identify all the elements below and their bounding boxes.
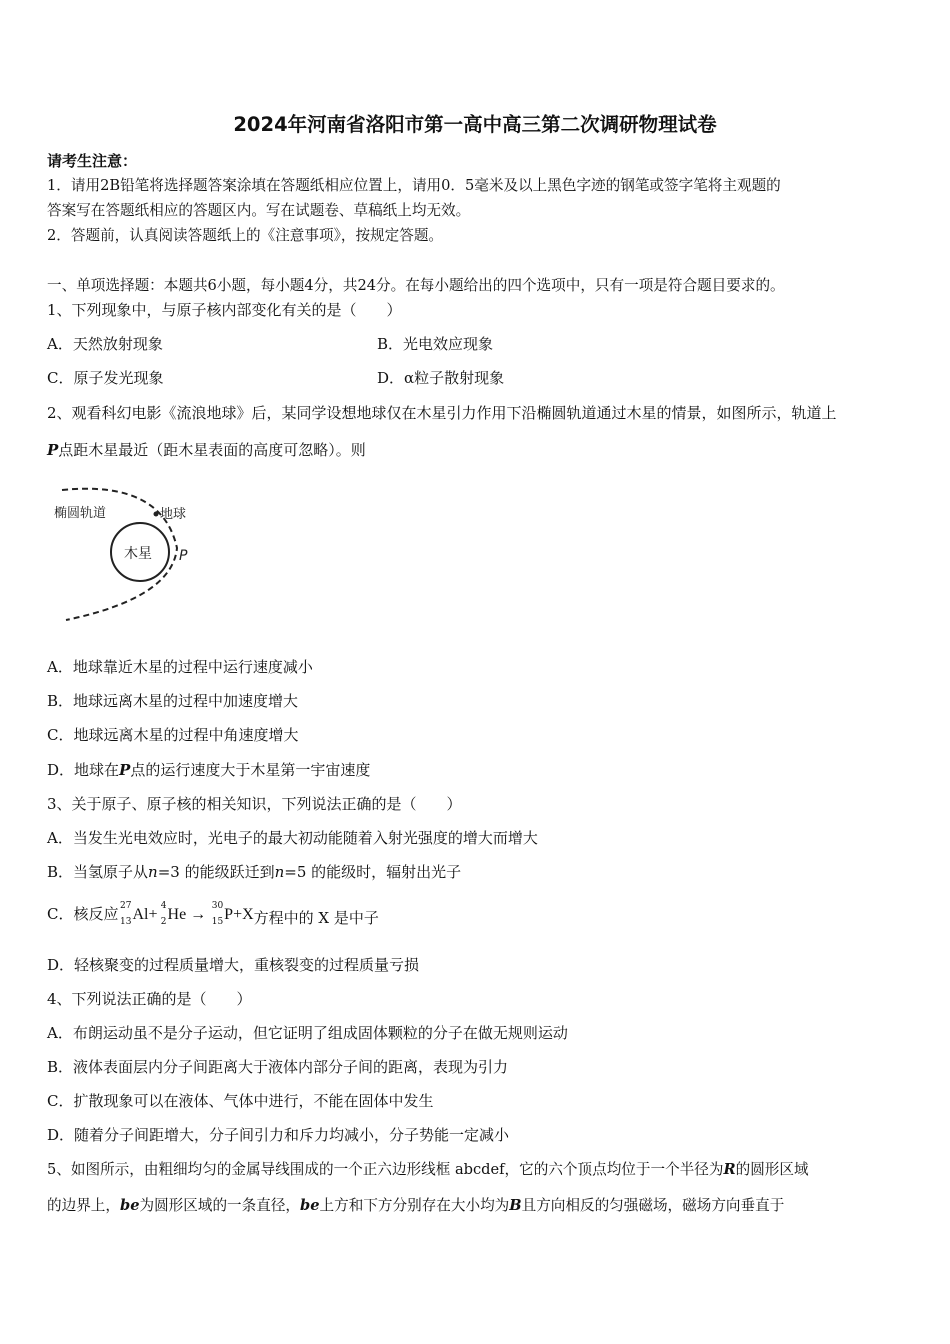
- q3-option-b-post: =5 的能级时，辐射出光子: [284, 863, 462, 881]
- q3-option-b-mid: =3 的能级跃迁到: [157, 863, 275, 881]
- q5-be-2: be: [300, 1197, 320, 1214]
- q3-option-c-post: 方程中的 X 是中子: [253, 909, 379, 927]
- al-nuclide-indices: 27 13: [120, 901, 132, 927]
- q3-option-b-n1: n: [148, 863, 158, 881]
- orbit-diagram: [44, 480, 204, 630]
- q3-option-d: D．轻核聚变的过程质量增大，重核裂变的过程质量亏损: [47, 956, 420, 974]
- q5-stem-line2: [47, 1196, 784, 1216]
- q2-option-b: B．地球远离木星的过程中加速度增大: [47, 692, 299, 710]
- q3-stem: 3、关于原子、原子核的相关知识，下列说法正确的是（ ）: [47, 795, 462, 813]
- q2-option-d-p: P: [119, 761, 131, 779]
- q2-option-a: A．地球靠近木星的过程中运行速度减小: [47, 658, 313, 676]
- q1-option-a: A．天然放射现象: [47, 335, 163, 353]
- q5-line1-pre: 5、如图所示，由粗细均匀的金属导线围成的一个正六边形线框 abcdef，它的六个顶点均位于一个半径为: [47, 1161, 724, 1178]
- q5-line2-c: 上方和下方分别存在大小均为: [319, 1197, 510, 1214]
- q3-option-c-pre: C．核反应: [47, 905, 119, 923]
- notice-item2: 2．答题前，认真阅读答题纸上的《注意事项》，按规定答题。: [47, 227, 444, 244]
- q1-option-c: C．原子发光现象: [47, 369, 164, 387]
- q3-option-b: [47, 862, 461, 882]
- q1-stem: 1、下列现象中，与原子核内部变化有关的是（ ）: [47, 301, 402, 319]
- notice-item1-line1: 1．请用2B铅笔将选择题答案涂填在答题纸相应位置上，请用0．5毫米及以上黑色字迹的钢笔或签字笔将主观题的: [47, 177, 781, 194]
- q5-line2-a: 的边界上，: [47, 1197, 120, 1214]
- q1-option-b: B．光电效应现象: [377, 335, 494, 353]
- section-header: 一、单项选择题：本题共6小题，每小题4分，共24分。在每小题给出的四个选项中，只有一项是符合题目要求的。: [47, 277, 785, 294]
- q3-option-a: A．当发生光电效应时，光电子的最大初动能随着入射光强度的增大而增大: [47, 829, 538, 847]
- earth-dot: [154, 512, 159, 517]
- q2-stem-line2: [47, 440, 366, 460]
- earth-label: 地球: [160, 507, 187, 522]
- point-p-label: P: [179, 548, 188, 564]
- q3-option-b-n2: n: [274, 863, 285, 881]
- q4-option-d: D．随着分子间距增大，分子间引力和斥力均减小，分子势能一定减小: [47, 1126, 510, 1144]
- q1-option-d: D．α粒子散射现象: [377, 369, 505, 387]
- q2-option-d: [47, 760, 370, 780]
- q5-line1-post: 的圆形区域: [735, 1161, 809, 1178]
- q2-point-p: P: [47, 441, 59, 459]
- q2-option-d-pre: D．地球在: [47, 761, 120, 779]
- q3-option-b-pre: B．当氢原子从: [47, 863, 149, 881]
- q4-option-c: C．扩散现象可以在液体、气体中进行，不能在固体中发生: [47, 1092, 434, 1110]
- al-nuclide: Al+: [132, 906, 158, 923]
- jupiter-label: 木星: [124, 546, 152, 562]
- q5-stem-line1: [47, 1160, 809, 1180]
- he-nuclide: He →: [167, 906, 207, 923]
- notice-item1-line2: 答案写在答题纸相应的答题区内。写在试题卷、草稿纸上均无效。: [47, 202, 471, 219]
- q3-option-c: [47, 901, 379, 928]
- q5-radius-r: R: [723, 1161, 736, 1178]
- p-nuclide-indices: 30 15: [211, 901, 224, 927]
- page-title: 2024年河南省洛阳市第一高中高三第二次调研物理试卷: [233, 113, 717, 136]
- q5-line2-b: 为圆形区域的一条直径，: [139, 1197, 301, 1214]
- q5-be-1: be: [119, 1197, 140, 1214]
- p-nuclide: P+X: [224, 906, 254, 923]
- he-nuclide-indices: 4 2: [160, 901, 167, 927]
- q5-field-b: B: [509, 1197, 522, 1214]
- notice-heading: 请考生注意：: [47, 152, 138, 170]
- q2-stem-line1: 2、观看科幻电影《流浪地球》后，某同学设想地球仅在木星引力作用下沿椭圆轨道通过木星的情景，如图所示，轨道上: [47, 404, 837, 422]
- q4-stem: 4、下列说法正确的是（ ）: [47, 990, 252, 1008]
- orbit-label: 椭圆轨道: [54, 506, 107, 521]
- q2-stem-line2-text: 点距木星最近（距木星表面的高度可忽略）。则: [58, 441, 366, 459]
- q5-line2-d: 且方向相反的匀强磁场，磁场方向垂直于: [521, 1197, 785, 1214]
- q2-option-c: C．地球远离木星的过程中角速度增大: [47, 726, 299, 744]
- q4-option-a: A．布朗运动虽不是分子运动，但它证明了组成固体颗粒的分子在做无规则运动: [47, 1024, 568, 1042]
- q2-option-d-post: 点的运行速度大于木星第一宇宙速度: [130, 761, 371, 779]
- q4-option-b: B．液体表面层内分子间距离大于液体内部分子间的距离，表现为引力: [47, 1058, 509, 1076]
